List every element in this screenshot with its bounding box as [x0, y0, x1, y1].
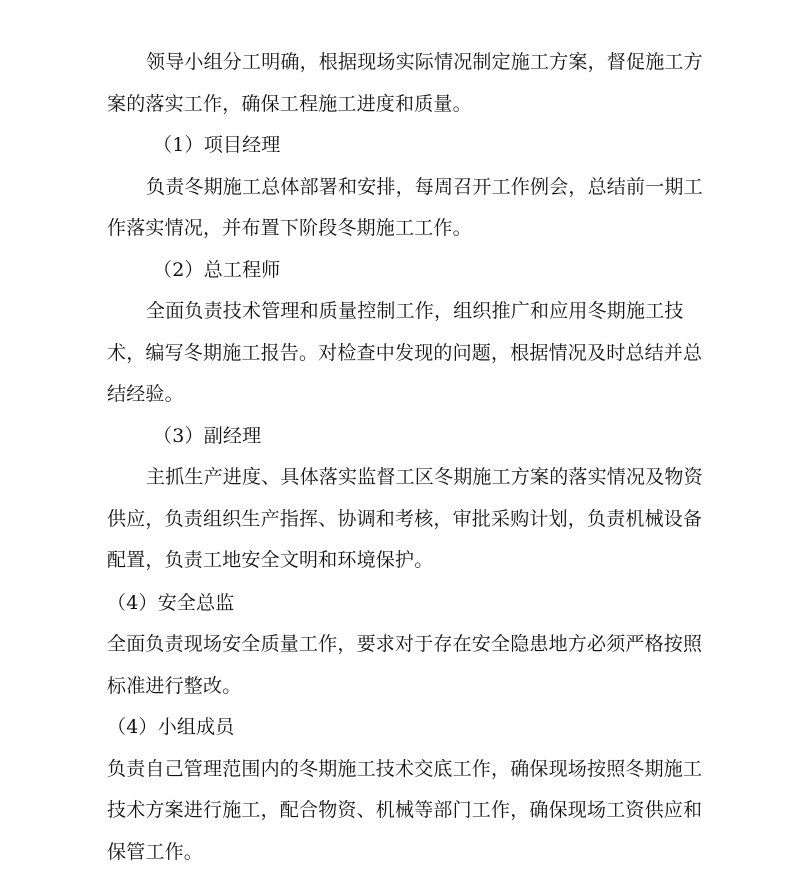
- paragraph-line: 术，编写冬期施工报告。对检查中发现的问题，根据情况及时总结并总: [107, 342, 703, 364]
- paragraph-line: 领导小组分工明确，根据现场实际情况制定施工方案，督促施工方: [146, 51, 703, 73]
- paragraph-line: 全面负责技术管理和质量控制工作，组织推广和应用冬期施工技: [146, 300, 684, 322]
- paragraph-line: 负责冬期施工总体部署和安排，每周召开工作例会，总结前一期工: [146, 176, 703, 198]
- paragraph-line: 配置，负责工地安全文明和环境保护。: [107, 549, 434, 571]
- paragraph-line: 标准进行整改。: [107, 675, 242, 697]
- paragraph-line: 保管工作。: [107, 841, 204, 863]
- paragraph-line: 技术方案进行施工，配合物资、机械等部门工作，确保现场工资供应和: [107, 799, 703, 821]
- paragraph-line: 主抓生产进度、具体落实监督工区冬期施工方案的落实情况及物资: [146, 466, 703, 488]
- paragraph-line: 负责自己管理范围内的冬期施工技术交底工作，确保现场按照冬期施工: [107, 758, 703, 780]
- section-heading-deputy-manager: （3）副经理: [153, 425, 262, 447]
- section-heading-chief-engineer: （2）总工程师: [153, 259, 281, 281]
- section-heading-safety-director: （4）安全总监: [107, 592, 235, 614]
- paragraph-line: 作落实情况，并布置下阶段冬期施工工作。: [107, 217, 472, 239]
- paragraph-line: 结经验。: [107, 383, 184, 405]
- paragraph-line: 全面负责现场安全质量工作，要求对于存在安全隐患地方必须严格按照: [107, 633, 703, 655]
- section-heading-project-manager: （1）项目经理: [153, 134, 281, 156]
- section-heading-team-members: （4）小组成员: [107, 716, 235, 738]
- paragraph-line: 供应，负责组织生产指挥、协调和考核，审批采购计划，负责机械设备: [107, 508, 703, 530]
- paragraph-line: 案的落实工作，确保工程施工进度和质量。: [107, 93, 472, 115]
